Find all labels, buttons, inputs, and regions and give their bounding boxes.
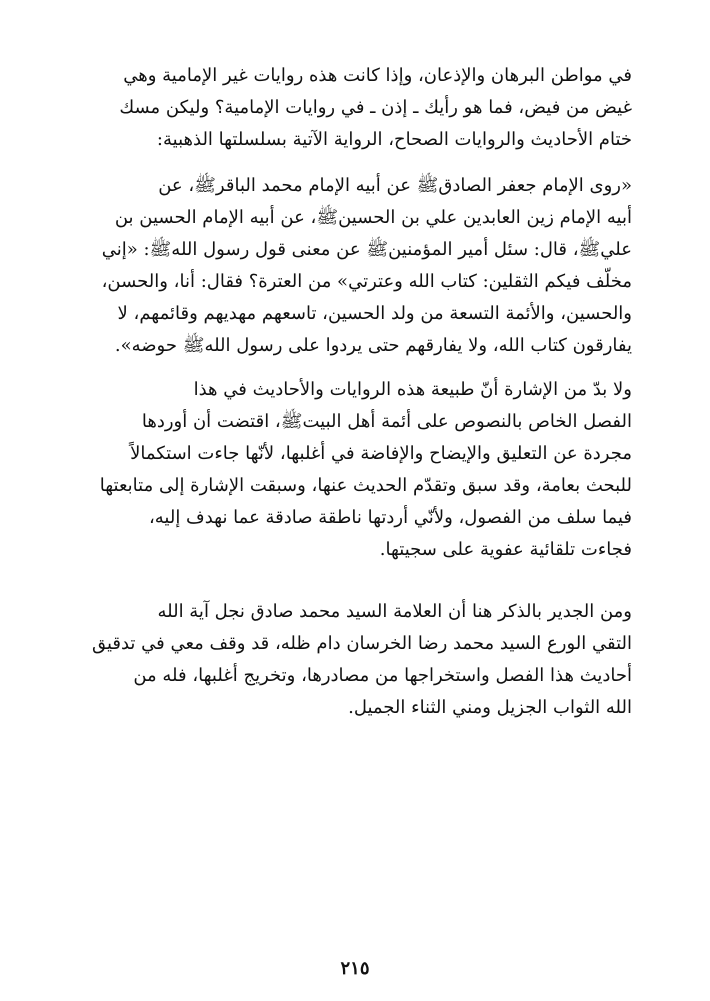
text-line: أحاديث هذا الفصل واستخراجها من مصادرها، وتخريج أغلبها، فله من [133, 665, 632, 686]
text-line: للبحث بعامة، وقد سبق وتقدّم الحديث عنها، وسبقت الإشارة إلى متابعتها [99, 475, 632, 496]
text-line: يفارقون كتاب الله، ولا يفارقهم حتى يردوا على رسول اللهﷺ حوضه». [114, 335, 632, 356]
text-line: والحسين، والأئمة التسعة من ولد الحسين، تاسعهم مهديهم وقائمهم، لا [117, 303, 632, 324]
page-number: ٢١٥ [340, 958, 370, 979]
paragraph-acknowledgement [72, 596, 632, 724]
text-line: ختام الأحاديث والروايات الصحاح، الرواية الآتية بسلسلتها الذهبية: [156, 129, 632, 150]
text-line: التقي الورع السيد محمد رضا الخرسان دام ظله، قد وقف معي في تدقيق [91, 633, 632, 654]
text-line: «روى الإمام جعفر الصادقﷺ عن أبيه الإمام محمد الباقرﷺ، عن [158, 175, 632, 196]
text-line: مخلّف فيكم الثقلين: كتاب الله وعترتي» من العترة؟ فقال: أنا، والحسن، [101, 271, 632, 292]
paragraph-note [72, 374, 632, 566]
paragraph-intro [72, 60, 632, 156]
text-line: الله الثواب الجزيل ومني الثناء الجميل. [348, 697, 632, 718]
text-line: في مواطن البرهان والإذعان، وإذا كانت هذه روايات غير الإمامية وهي [123, 65, 632, 86]
text-line: غيض من فيض، فما هو رأيك ـ إذن ـ في روايات الإمامية؟ وليكن مسك [119, 97, 632, 118]
text-line: ومن الجدير بالذكر هنا أن العلامة السيد محمد صادق نجل آية الله [157, 601, 632, 622]
text-line: مجردة عن التعليق والإيضاح والإفاضة في أغلبها، لأنّها جاءت استكمالاً [130, 443, 632, 464]
text-line: أبيه الإمام زين العابدين علي بن الحسينﷺ، عن أبيه الإمام الحسين بن [114, 207, 632, 228]
text-line: ولا بدّ من الإشارة أنّ طبيعة هذه الروايات والأحاديث في هذا [193, 379, 632, 400]
text-line: الفصل الخاص بالنصوص على أئمة أهل البيتﷺ، اقتضت أن أوردها [141, 411, 632, 432]
paragraph-narration [72, 170, 632, 362]
text-line: عليﷺ، قال: سئل أمير المؤمنينﷺ عن معنى قول رسول اللهﷺ: «إني [101, 239, 632, 260]
text-line: فجاءت تلقائية عفوية على سجيتها. [379, 539, 632, 560]
text-line: فيما سلف من الفصول، ولأنّي أردتها ناطقة صادقة عما نهدف إليه، [148, 507, 632, 528]
